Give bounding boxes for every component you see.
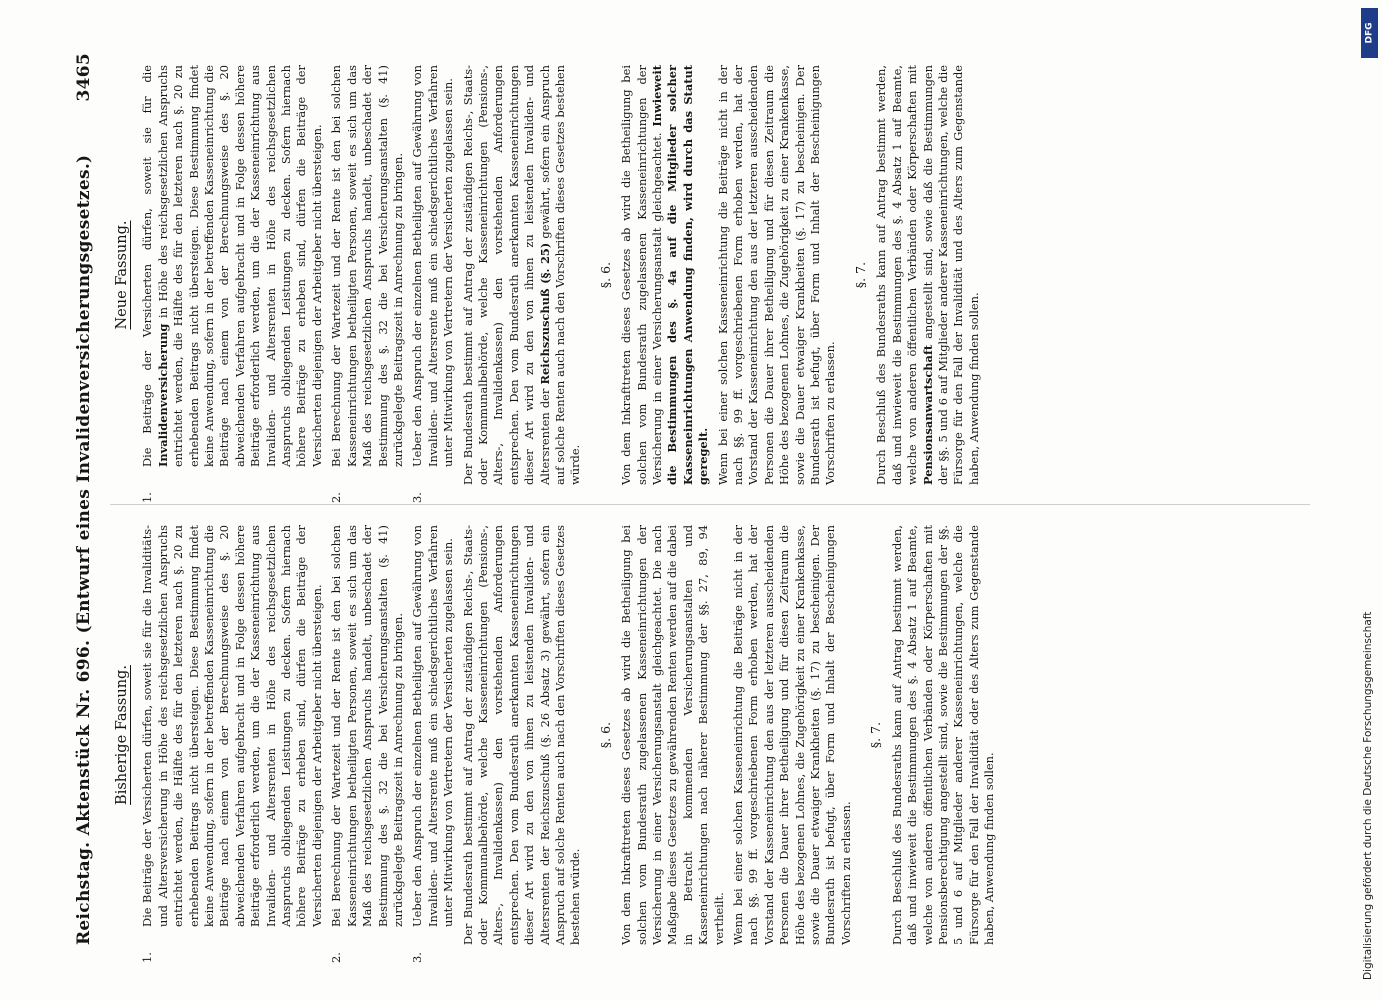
section-heading: §. 6. <box>597 721 613 749</box>
item-text-bold: Invalidenversicherung <box>155 323 170 467</box>
paragraph-text: Durch Beschluß des Bundesraths kann auf Antrag bestimmt werden, daß und inwieweit die Bestimmungen des §. 4 Absatz 1 auf Beamte, welche von anderen öffentlichen Verbänden oder Körperschaften mit <box>874 65 920 485</box>
item-number: 2. <box>329 492 344 503</box>
list-item <box>140 525 325 963</box>
page-number: 3465 <box>74 53 94 102</box>
paragraph: Wenn bei einer solchen Kasseneinrichtung die Beiträge nicht in der nach §§. 99 ff. vorgeschriebenen Form erhoben werden, hat der Vorstand der Kasseneinrichtung den aus der letzteren ausscheidenden Personen die Dauer ihrer Betheiligung und für diesen Zeitraum die Höhe des bezogenen Lohnes, die Zugehörigkeit zu einer Krankenkasse, sowie die Dauer etwaiger Krankheiten (§. 17) zu bescheinigen. Der Bundesrath ist befugt, über Form und Inhalt der Bescheinigungen Vorschriften zu erlassen. <box>731 525 853 945</box>
paragraph <box>461 65 584 485</box>
running-header <box>40 25 94 965</box>
column-title-previous: Bisherige Fassung. <box>114 665 130 805</box>
item-text: Die Beiträge der Versicherten dürfen, soweit sie für die <box>140 65 155 467</box>
paragraph-bold: Inwieweit die Bestimmungen des §. 4a auf die Mitglieder solcher Kasseneinrichtungen Anwendung finden, wird durch das Statut geregelt. <box>650 65 711 485</box>
column-title-new: Neue Fassung. <box>114 220 130 330</box>
paragraph-text: gewährt, sofern ein Anspruch auf solche Renten auch nach den Vorschriften dieses Gesetzes bestehen würde. <box>537 65 583 485</box>
section-heading: §. 7. <box>852 261 868 289</box>
logo-text: DFG <box>1364 22 1375 44</box>
paragraph <box>619 65 711 485</box>
paragraph-text: Von dem Inkrafttreten dieses Gesetzes ab wird die Betheiligung bei solchen vom Bundesrath zugelassenen Kasseneinrichtungen der Versicherung in einer Versicherungsanstalt gleichgeachtet. <box>619 65 664 485</box>
header-title: Reichstag. Aktenstück Nr. 696. (Entwurf eines Invalidenversicherungsgesetzes.) <box>74 154 94 945</box>
item-number: 2. <box>329 952 344 963</box>
item-text: in Höhe des reichsgesetzlichen Anspruchs entrichtet werden, die Hälfte des für den letzteren nach §. 20 zu erhebenden Beitrags nicht übersteigen. Diese Bestimmung findet keine Anwendung, sofern in der betreffenden Kasseneinrichtung die Beiträge nach einem von der Berechnungsweise des §. 20 abweichenden Verfahren aufgebracht und in Folge dessen höhere Beiträge erforderlich werden, um die der Kasseneinrichtung aus Invaliden- und Altersrenten in Höhe des reichsgesetzlichen Anspruchs obliegenden Leistungen zu decken. Sofern hiernach höhere Beiträge zu erheben sind, dürfen die Beiträge der Versicherten diejenigen der Arbeitgeber nicht übersteigen. <box>155 65 324 467</box>
item-number: 3. <box>410 952 425 963</box>
paragraph: Wenn bei einer solchen Kasseneinrichtung die Beiträge nicht in der nach §§. 99 ff. vorgeschriebenen Form erhoben werden, hat der Vorstand der Kasseneinrichtung den aus der letzteren ausscheidenden Personen die Dauer ihrer Betheiligung und für diesen Zeitraum die Höhe des bezogenen Lohnes, die Zugehörigkeit zu einer Krankenkasse, sowie die Dauer etwaiger Krankheiten (§. 17) zu bescheinigen. Der Bundesrath ist befugt, über Form und Inhalt der Bescheinigungen Vorschriften zu erlassen. <box>715 65 838 485</box>
item-number: 1. <box>140 952 155 963</box>
paragraph <box>874 65 982 485</box>
item-number: 1. <box>140 492 155 503</box>
column-divider <box>110 504 1310 505</box>
list-item <box>410 525 456 963</box>
dfg-logo <box>1361 8 1378 58</box>
paragraph-text: angestellt sind, sowie daß die Bestimmungen der §§. 5 und 6 auf Mitglieder anderer Kasseneinrichtungen, welche die Fürsorge für den Fall der Invalidität und des Alters zum Gegenstande haben, Anwendung finden sollen. <box>920 65 981 485</box>
item-text: Ueber den Anspruch der einzelnen Betheiligten auf Gewährung von Invaliden- und Altersrente muß ein schiedsgerichtliches Verfahren unter Mitwirkung von Vertretern der Versicherten zugelassen sein. <box>410 525 456 927</box>
column-new-version <box>114 65 986 503</box>
paragraph: Von dem Inkrafttreten dieses Gesetzes ab wird die Betheiligung bei solchen vom Bundesrath zugelassenen Kasseneinrichtungen der Versicherung in einer Versicherungsanstalt gleichgeachtet. Die nach Maßgabe dieses Gesetzes zu gewährenden Renten werden auf die dabei in Betracht kommenden Versicherungsanstalten und Kasseneinrichtungen nach näherer Bestimmung der §§. 27, 89, 94 vertheilt. <box>619 525 726 945</box>
paragraph: Durch Beschluß des Bundesraths kann auf Antrag bestimmt werden, daß und inwieweit die Bestimmungen des §. 4 Absatz 1 auf Beamte, welche von anderen öffentlichen Verbänden oder Körperschaften mit Pensionsberechtigung angestellt sind, sowie die Bestimmungen der §§. 5 und 6 auf Mitglieder anderer Kasseneinrichtungen, welche die Fürsorge für den Fall der Invalidität oder des Alters zum Gegenstande haben, Anwendung finden sollen. <box>889 525 997 945</box>
list-item <box>410 65 456 503</box>
item-text: Bei Berechnung der Wartezeit und der Rente ist den bei solchen Kasseneinrichtungen betheiligten Personen, soweit es sich um das Maß des reichsgesetzlichen Anspruchs handelt, unbeschadet der Bestimmung des §. 32 die bei Versicherungsanstalten (§. 41) zurückgelegte Beitragszeit in Anrechnung zu bringen. <box>329 525 405 927</box>
section-heading: §. 6. <box>597 261 613 289</box>
item-text: Ueber den Anspruch der einzelnen Betheiligten auf Gewährung von Invaliden- und Altersrente muß ein schiedsgerichtliches Verfahren unter Mitwirkung von Vertretern der Versicherten zugelassen sein. <box>410 65 456 467</box>
list-item <box>140 65 325 503</box>
rotated-page-content <box>40 25 1360 965</box>
section-heading: §. 7. <box>868 721 884 749</box>
item-number: 3. <box>410 492 425 503</box>
item-text: Bei Berechnung der Wartezeit und der Rente ist den bei solchen Kasseneinrichtungen betheiligten Personen, soweit es sich um das Maß des reichsgesetzlichen Anspruchs handelt, unbeschadet der Bestimmung des §. 32 die bei Versicherungsanstalten (§. 41) zurückgelegte Beitragszeit in Anrechnung zu bringen. <box>329 65 405 467</box>
list-item <box>329 525 406 963</box>
column-previous-version <box>114 525 1002 963</box>
paragraph-bold: Pensionsanwartschaft <box>920 344 935 485</box>
item-text: Die Beiträge der Versicherten dürfen, soweit sie für die Invaliditäts- und Altersversicherung in Höhe des reichsgesetzlichen Anspruchs entrichtet werden, die Hälfte des für den letzteren nach §. 20 zu erhebenden Beitrags nicht übersteigen. Diese Bestimmung findet keine Anwendung, sofern in der betreffenden Kasseneinrichtung die Beiträge nach einem von der Berechnungsweise des §. 20 abweichenden Verfahren aufgebracht und in Folge dessen höhere Beiträge erforderlich werden, um die der Kasseneinrichtung aus Invaliden- und Altersrenten in Höhe des reichsgesetzlichen Anspruchs obliegenden Leistungen zu decken. Sofern hiernach höhere Beiträge zu erheben sind, dürfen die Beiträge der Versicherten diejenigen der Arbeitgeber nicht übersteigen. <box>140 525 324 927</box>
paragraph: Der Bundesrath bestimmt auf Antrag der zuständigen Reichs-, Staats- oder Kommunalbehörde, welche Kasseneinrichtungen (Pensions-, Alters-, Invalidenkassen) den vorstehenden Anforderungen entsprechen. Den vom Bundesrath anerkannten Kasseneinrichtungen dieser Art wird zu den von ihnen zu leistenden Invaliden- und Altersrenten der Reichszuschuß (§. 26 Absatz 3) gewährt, sofern ein Anspruch auf solche Renten auch nach den Vorschriften dieses Gesetzes bestehen würde. <box>460 525 583 945</box>
digitization-credit: Digitalisierung gefördert durch die Deutsche Forschungsgemeinschaft <box>1362 611 1374 980</box>
paragraph-text: Der Bundesrath bestimmt auf Antrag der zuständigen Reichs-, Staats- oder Kommunalbehörde, welche Kasseneinrichtungen (Pensions-, Alters-, Invalidenkassen) den vorstehenden Anforderungen entsprechen. Den vom Bundesrath anerkannten Kasseneinrichtungen dieser Art wird zu den von ihnen zu leistenden Invaliden- und Altersrenten der <box>460 65 552 485</box>
paragraph-bold: Reichszuschuß (§. 25) <box>537 242 552 385</box>
list-item <box>329 65 406 503</box>
